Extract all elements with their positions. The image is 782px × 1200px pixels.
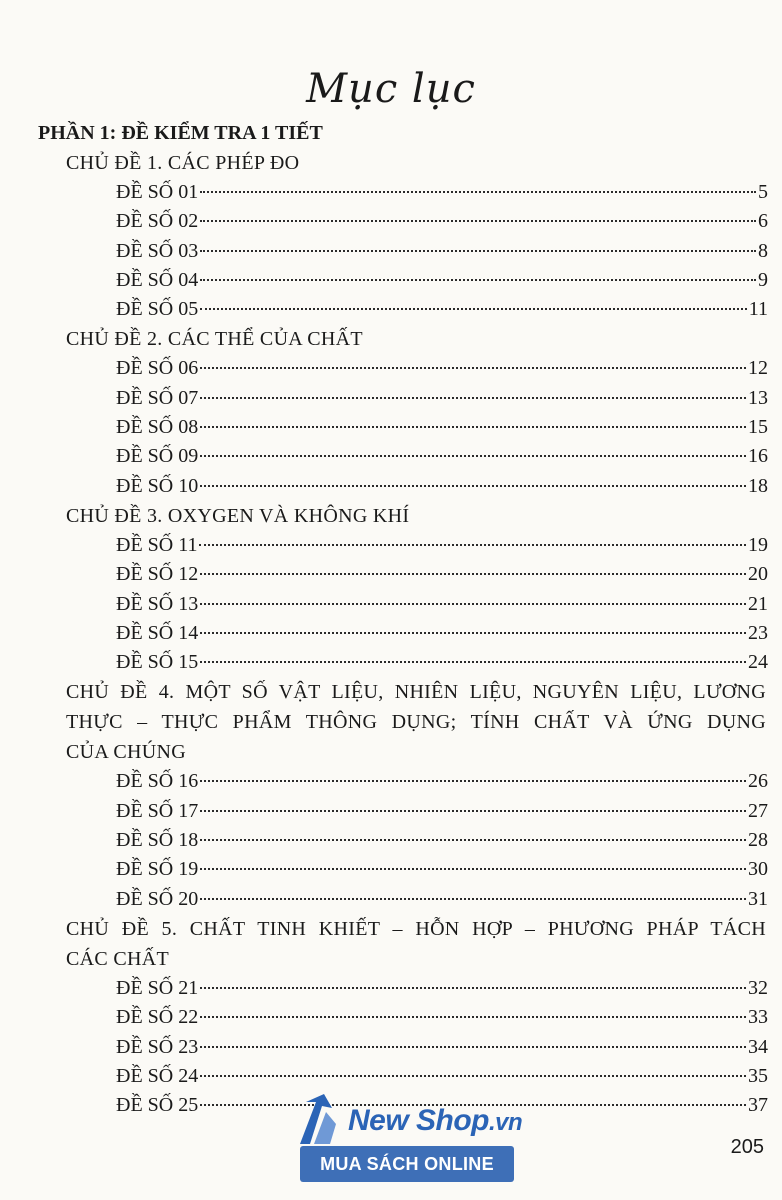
toc-entry-label: ĐỀ SỐ 20 [116,887,199,910]
toc-entry-page: 28 [748,829,768,852]
toc-entry-page: 18 [748,474,768,497]
toc-entry [116,767,768,796]
dot-leader [200,987,746,989]
logo-tagline: MUA SÁCH ONLINE [300,1146,514,1182]
toc-entry-label: ĐỀ SỐ 24 [116,1064,199,1087]
dot-leader [200,810,746,812]
toc-entry-page: 11 [748,298,768,321]
toc-entry-page: 32 [748,976,768,999]
toc-entry-page: 26 [748,770,768,793]
toc-entry-page: 24 [748,651,768,674]
toc-entry [116,648,768,677]
toc-entry [116,560,768,589]
dot-leader [199,544,746,546]
dot-leader [200,191,756,193]
toc-entry-label: ĐỀ SỐ 01 [116,181,199,203]
toc-entry-label: ĐỀ SỐ 21 [116,976,199,999]
dot-leader [200,780,746,782]
toc-entry-label: ĐỀ SỐ 12 [116,563,199,586]
toc-entry [116,826,768,855]
logo-arrow-icon [296,1094,352,1146]
dot-leader [200,1075,746,1077]
dot-leader [200,1016,746,1018]
dot-leader [200,485,746,487]
toc-entry [116,442,768,471]
toc-entry-label: ĐỀ SỐ 06 [116,357,199,380]
toc-entry-page: 35 [748,1064,768,1087]
toc-entry [116,885,768,914]
toc-entry [116,384,768,413]
toc-entry [116,178,768,207]
toc-entry-label: ĐỀ SỐ 22 [116,1006,199,1029]
watermark-logo [296,1094,536,1186]
toc-entry [116,797,768,826]
topic-heading: CHỦ ĐỀ 1. CÁC PHÉP ĐO [66,152,300,174]
toc-entry-label: ĐỀ SỐ 19 [116,858,199,881]
toc-entry-label: ĐỀ SỐ 05 [116,298,199,321]
toc-entry-page: 12 [748,357,768,380]
toc-entry-label: ĐỀ SỐ 16 [116,770,199,793]
topic-heading: CHỦ ĐỀ 3. OXYGEN VÀ KHÔNG KHÍ [66,504,410,527]
dot-leader [200,220,756,222]
toc-entry-label: ĐỀ SỐ 15 [116,651,199,674]
toc-entry [116,1062,768,1091]
dot-leader [200,250,756,252]
toc-entry [116,237,768,266]
toc-entry-page: 13 [748,386,768,409]
toc-entry-page: 21 [748,592,768,615]
toc-entry [116,1033,768,1062]
page-number: 205 [730,1136,764,1158]
dot-leader [200,573,746,575]
toc-entry [116,619,768,648]
toc-entry-label: ĐỀ SỐ 25 [116,1094,199,1117]
dot-leader [200,868,746,870]
toc-entry-label: ĐỀ SỐ 04 [116,268,199,291]
page-title: Mục lục [306,66,476,112]
dot-leader [200,426,746,428]
toc-entry [116,266,768,295]
toc-entry-page: 30 [748,858,768,881]
toc-entry-page: 9 [758,268,768,291]
dot-leader [200,603,746,605]
topic-heading: CHỦ ĐỀ 5. CHẤT TINH KHIẾT – HỖN HỢP – PHƯƠNG PHÁP TÁCH [66,917,766,940]
toc-entry-label: ĐỀ SỐ 23 [116,1035,199,1058]
toc-entry-label: ĐỀ SỐ 09 [116,445,199,468]
toc-entry-page: 31 [748,887,768,910]
toc-entry [116,207,768,236]
toc-entry-label: ĐỀ SỐ 14 [116,621,199,644]
toc-entry [116,855,768,884]
topic-heading: CHỦ ĐỀ 2. CÁC THỂ CỦA CHẤT [66,328,363,351]
dot-leader [200,1046,746,1048]
toc-entry [116,472,768,501]
toc-entry-page: 16 [748,445,768,468]
toc-entry-label: ĐỀ SỐ 17 [116,799,199,822]
topic-heading: CHỦ ĐỀ 4. MỘT SỐ VẬT LIỆU, NHIÊN LIỆU, NGUYÊN LIỆU, LƯƠNG [66,681,766,704]
toc-entry-page: 33 [748,1006,768,1029]
dot-leader [200,367,746,369]
toc-entry [116,295,768,324]
topic-heading: CÁC CHẤT [66,947,169,970]
toc-entry-page: 6 [758,210,768,233]
topic-heading: THỰC – THỰC PHẨM THÔNG DỤNG; TÍNH CHẤT VÀ ỨNG DỤNG [66,711,766,734]
toc-entry-label: ĐỀ SỐ 02 [116,210,199,233]
toc-entry-label: ĐỀ SỐ 08 [116,416,199,439]
toc-entry-page: 5 [758,181,768,203]
dot-leader [200,898,746,900]
part-heading: PHẦN 1: ĐỀ KIỂM TRA 1 TIẾT [38,122,323,144]
dot-leader [200,308,747,310]
toc-entry-page: 37 [748,1094,768,1117]
toc-entry-label: ĐỀ SỐ 10 [116,474,199,497]
toc-entry-page: 20 [748,563,768,586]
toc-entry-label: ĐỀ SỐ 18 [116,829,199,852]
dot-leader [200,397,746,399]
toc-entry-page: 34 [748,1035,768,1058]
toc-entry-page: 23 [748,621,768,644]
dot-leader [200,632,746,634]
toc-entry-label: ĐỀ SỐ 03 [116,239,199,262]
toc-entry [116,413,768,442]
toc-entry-page: 27 [748,799,768,822]
toc-entry-label: ĐỀ SỐ 13 [116,592,199,615]
topic-heading: CỦA CHÚNG [66,741,186,764]
toc-entry-page: 15 [748,416,768,439]
toc-entry [116,590,768,619]
table-of-contents [0,148,782,1120]
dot-leader [200,279,756,281]
toc-entry [116,1003,768,1032]
toc-entry-label: ĐỀ SỐ 07 [116,386,199,409]
dot-leader [200,455,746,457]
dot-leader [200,661,746,663]
toc-entry [116,354,768,383]
logo-brand: New Shop.vn [348,1104,523,1137]
toc-entry-page: 8 [758,239,768,262]
toc-entry-page: 19 [748,533,768,556]
toc-entry-label: ĐỀ SỐ 11 [116,533,198,556]
dot-leader [200,839,746,841]
toc-entry [116,531,768,560]
toc-entry [116,974,768,1003]
